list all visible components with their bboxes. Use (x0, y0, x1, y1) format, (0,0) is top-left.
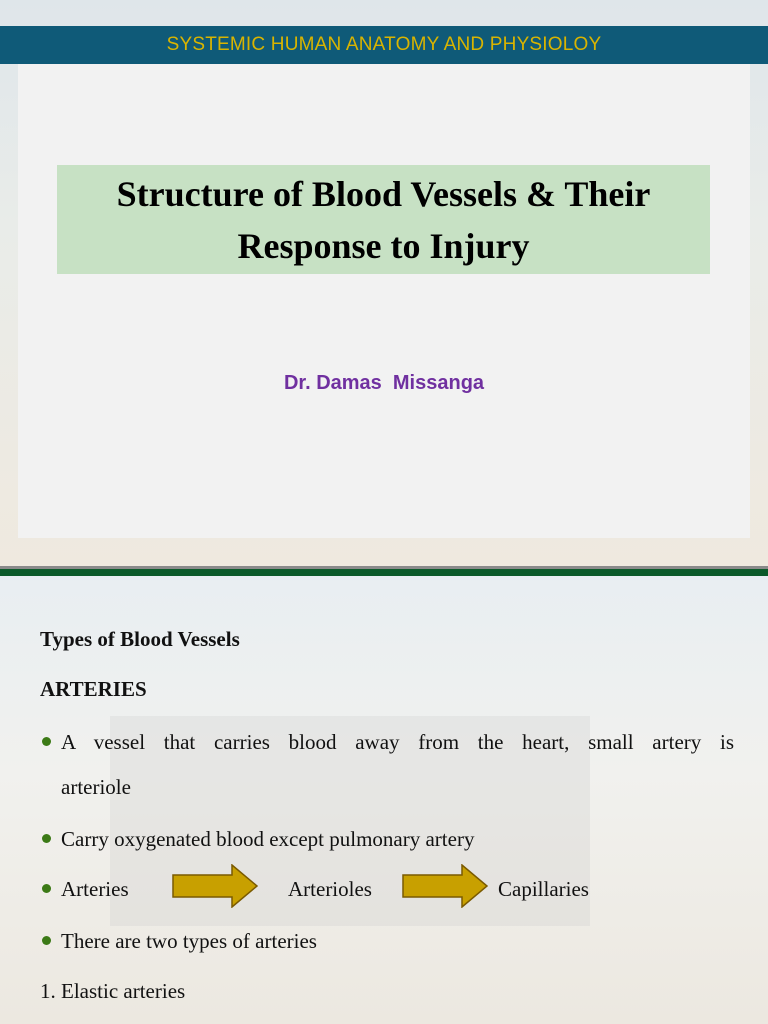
numbered-item: 1. Elastic arteries (40, 979, 186, 1003)
slide-title-line1: Structure of Blood Vessels & Their (116, 173, 651, 214)
slide-title (117, 168, 651, 272)
title-box (57, 165, 710, 274)
list-item (40, 929, 734, 957)
bullet-text: There are two types of arteries (61, 929, 317, 953)
flow-step-capillaries: Capillaries (498, 877, 589, 901)
arrow-right-icon (402, 864, 488, 908)
bullet-dot-icon (42, 834, 51, 843)
bullet-dot-icon (42, 737, 51, 746)
section-subheading: ARTERIES (40, 677, 147, 701)
bullet-dot-icon (42, 884, 51, 893)
author-name: Dr. Damas Missanga (283, 372, 485, 394)
course-header-bar (0, 26, 768, 64)
bullet-text: Carry oxygenated blood except pulmonary artery (61, 827, 475, 851)
list-item (40, 730, 734, 799)
slide-title-line2: Response to Injury (237, 225, 530, 266)
content-slide (0, 566, 768, 1024)
bullet-text-line1: A vessel that carries blood away from the heart, small artery is (61, 730, 734, 754)
bullet-text-line2: arteriole (61, 775, 131, 799)
arrow-right-icon (172, 864, 258, 908)
list-item-flow (40, 877, 734, 921)
section-heading: Types of Blood Vessels (40, 627, 240, 651)
title-panel (18, 64, 750, 538)
flow-step-arterioles: Arterioles (288, 877, 372, 901)
slide-separator-green (0, 569, 768, 576)
bullet-dot-icon (42, 936, 51, 945)
flow-step-arteries: Arteries (61, 877, 129, 901)
list-item (40, 827, 734, 855)
course-title: SYSTEMIC HUMAN ANATOMY AND PHYSIOLOY (166, 34, 602, 55)
